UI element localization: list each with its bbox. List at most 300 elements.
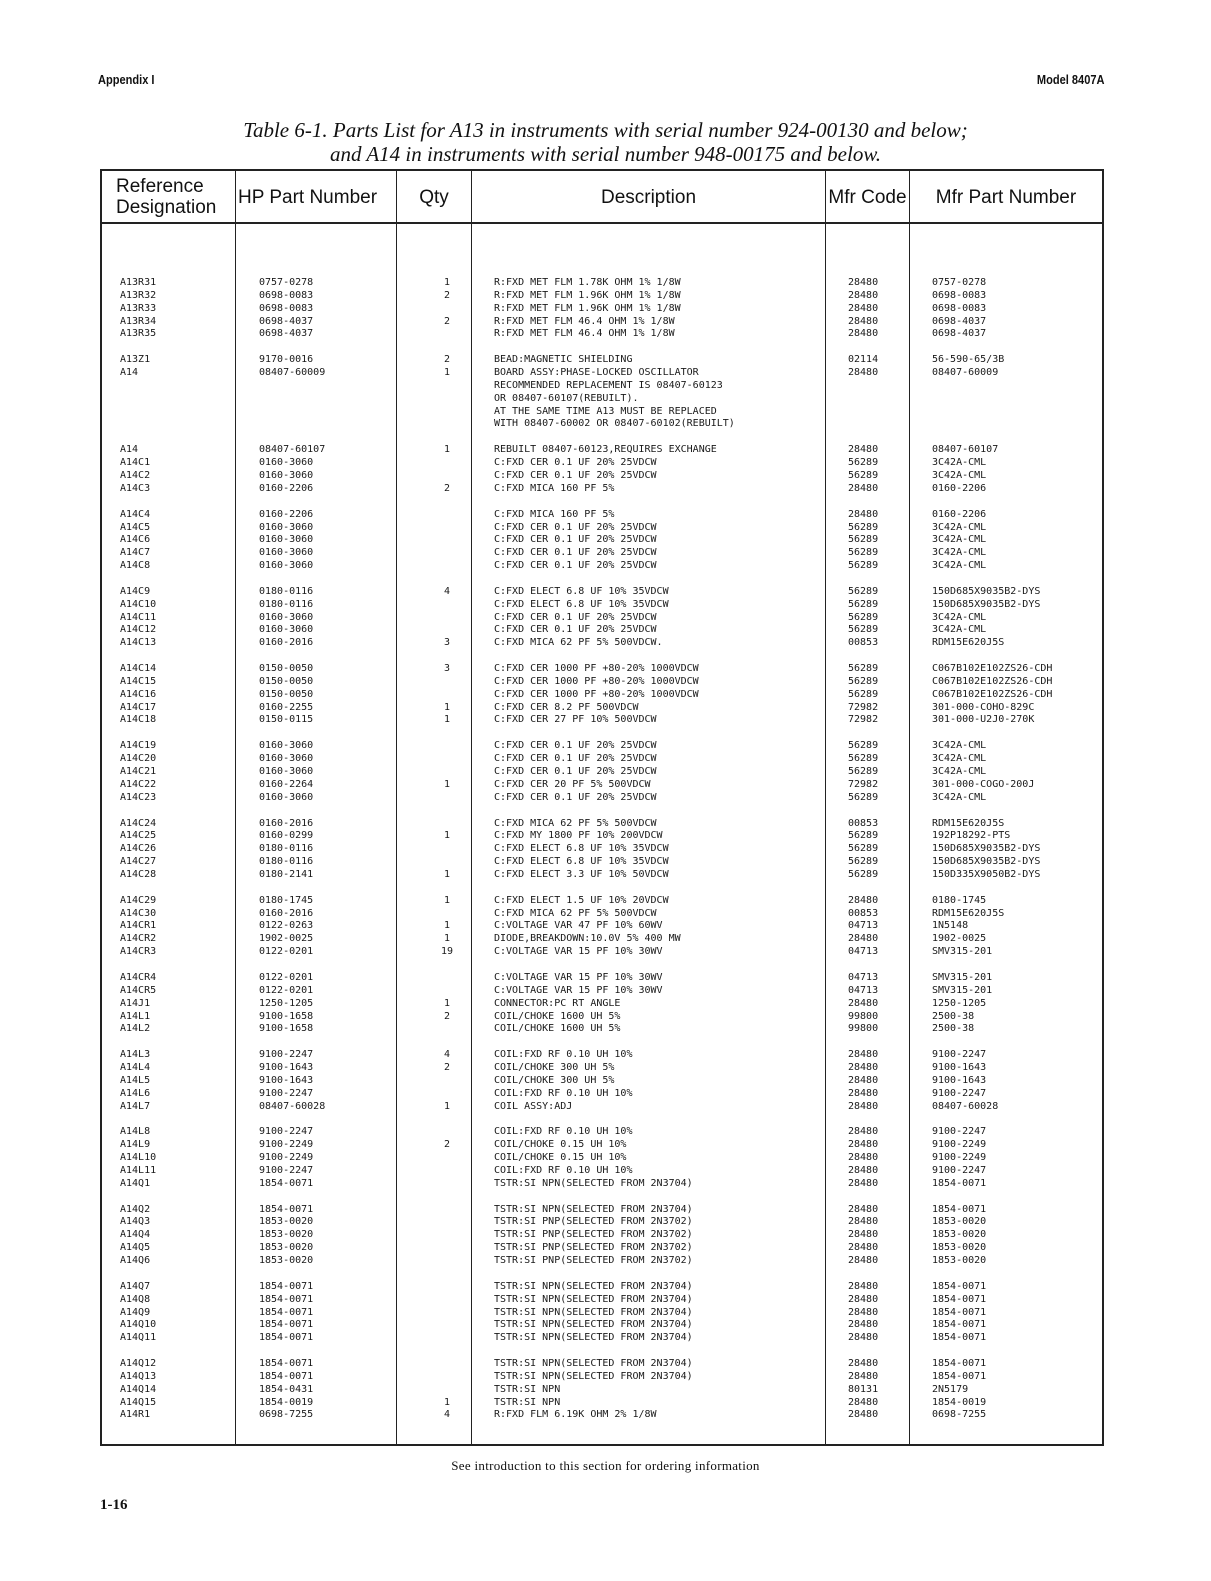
- table-row: [102, 908, 1102, 921]
- cell-description: DIODE,BREAKDOWN:10.0V 5% 400 MW: [494, 933, 681, 945]
- cell-mfr-part-number: 301-000-COGO-200J: [932, 778, 1035, 790]
- cell-hp-part-number: 0698-4037: [259, 328, 314, 340]
- cell-quantity: 2: [443, 315, 451, 327]
- table-row: [102, 1088, 1102, 1101]
- cell-mfr-part-number: SMV315-201: [932, 946, 993, 958]
- cell-quantity: 2: [443, 1010, 451, 1022]
- cell-mfr-code: 80131: [848, 1383, 879, 1395]
- cell-description: OR 08407-60107(REBUILT).: [494, 392, 639, 404]
- table-row: [102, 895, 1102, 908]
- cell-reference-designation: A13R33: [120, 302, 157, 314]
- cell-mfr-code: 28480: [848, 1152, 879, 1164]
- cell-mfr-code: 56289: [848, 868, 879, 880]
- cell-description: C:VOLTAGE VAR 15 PF 10% 30WV: [494, 984, 663, 996]
- cell-mfr-code: 72982: [848, 778, 879, 790]
- ordering-note: See introduction to this section for ordering information: [451, 1458, 760, 1473]
- cell-hp-part-number: 0698-7255: [259, 1409, 314, 1421]
- cell-mfr-code: 99800: [848, 1010, 879, 1022]
- header-mfr-code: Mfr Code: [828, 186, 907, 208]
- cell-mfr-code: 72982: [848, 701, 879, 713]
- cell-mfr-part-number: 9100-2247: [932, 1049, 987, 1061]
- cell-description: C:FXD ELECT 1.5 UF 10% 20VDCW: [494, 894, 669, 906]
- cell-reference-designation: A14Q15: [120, 1396, 157, 1408]
- cell-quantity: 2: [443, 482, 451, 494]
- cell-hp-part-number: 0698-0083: [259, 289, 314, 301]
- table-row: [102, 663, 1102, 676]
- cell-hp-part-number: 1853-0020: [259, 1255, 314, 1266]
- table-row: [102, 818, 1102, 831]
- cell-reference-designation: A13R34: [120, 315, 157, 327]
- cell-hp-part-number: 0160-3060: [259, 534, 314, 546]
- table-row: [102, 1371, 1102, 1384]
- cell-mfr-part-number: C067B102E102ZS26-CDH: [932, 675, 1053, 687]
- cell-hp-part-number: 1902-0025: [259, 933, 314, 945]
- cell-description: TSTR:SI NPN(SELECTED FROM 2N3704): [494, 1319, 693, 1331]
- cell-quantity: 4: [443, 1409, 451, 1421]
- table-row: [102, 1281, 1102, 1294]
- cell-mfr-code: 28480: [848, 1255, 879, 1266]
- cell-description: R:FXD MET FLM 1.96K OHM 1% 1/8W: [494, 302, 681, 314]
- cell-description: R:FXD MET FLM 46.4 OHM 1% 1/8W: [494, 328, 675, 340]
- parts-rows: [102, 277, 1102, 1435]
- table-row: [102, 277, 1102, 290]
- cell-description: C:FXD ELECT 3.3 UF 10% 50VDCW: [494, 868, 669, 880]
- cell-mfr-code: 56289: [848, 830, 879, 842]
- table-row: [102, 367, 1102, 380]
- cell-mfr-part-number: 1N5148: [932, 920, 969, 932]
- cell-hp-part-number: 1853-0020: [259, 1216, 314, 1228]
- cell-mfr-part-number: 9100-1643: [932, 1074, 987, 1086]
- cell-reference-designation: A14Q11: [120, 1332, 157, 1344]
- cell-mfr-part-number: 0698-4037: [932, 315, 987, 327]
- cell-mfr-code: 04713: [848, 946, 879, 958]
- table-row: [102, 354, 1102, 367]
- table-row: [102, 328, 1102, 341]
- cell-description: WITH 08407-60002 OR 08407-60102(REBUILT): [494, 418, 735, 430]
- cell-mfr-code: 28480: [848, 508, 879, 520]
- cell-hp-part-number: 0150-0050: [259, 663, 314, 675]
- cell-mfr-code: 56289: [848, 740, 879, 752]
- cell-mfr-code: 28480: [848, 1062, 879, 1074]
- cell-mfr-part-number: 1854-0071: [932, 1177, 987, 1189]
- cell-reference-designation: A13R31: [120, 277, 157, 288]
- cell-reference-designation: A14: [120, 444, 139, 456]
- parts-group: [102, 818, 1102, 882]
- cell-mfr-part-number: 301-000-COHO-829C: [932, 701, 1035, 713]
- parts-group: [102, 1204, 1102, 1268]
- cell-description: C:FXD MICA 62 PF 5% 500VDCW: [494, 817, 657, 829]
- cell-mfr-code: 28480: [848, 1049, 879, 1061]
- cell-mfr-part-number: 9100-2247: [932, 1126, 987, 1138]
- cell-mfr-code: 28480: [848, 482, 879, 494]
- cell-description: C:FXD MICA 62 PF 5% 500VDCW: [494, 907, 657, 919]
- cell-hp-part-number: 0160-3060: [259, 457, 314, 469]
- cell-hp-part-number: 0160-2016: [259, 907, 314, 919]
- cell-mfr-code: 28480: [848, 1177, 879, 1189]
- table-row: [102, 1139, 1102, 1152]
- cell-hp-part-number: 0160-3060: [259, 547, 314, 559]
- table-row: [102, 1062, 1102, 1075]
- table-row: [102, 1319, 1102, 1332]
- cell-reference-designation: A14Q13: [120, 1370, 157, 1382]
- cell-reference-designation: A14Q2: [120, 1203, 151, 1215]
- cell-quantity: 1: [443, 444, 451, 456]
- cell-mfr-part-number: 1854-0071: [932, 1358, 987, 1370]
- cell-hp-part-number: 9100-2247: [259, 1087, 314, 1099]
- cell-description: C:FXD CER 0.1 UF 20% 25VDCW: [494, 766, 657, 777]
- cell-mfr-code: 72982: [848, 714, 879, 726]
- cell-hp-part-number: 0160-3060: [259, 560, 314, 572]
- cell-description: R:FXD MET FLM 46.4 OHM 1% 1/8W: [494, 315, 675, 327]
- cell-hp-part-number: 1854-0071: [259, 1293, 314, 1305]
- table-row: [102, 1332, 1102, 1345]
- cell-reference-designation: A14C6: [120, 534, 151, 546]
- parts-group: [102, 1049, 1102, 1113]
- cell-description: C:FXD CER 1000 PF +80-20% 1000VDCW: [494, 675, 699, 687]
- cell-mfr-code: 56289: [848, 585, 879, 597]
- table-row: [102, 303, 1102, 316]
- cell-mfr-code: 28480: [848, 367, 879, 379]
- cell-quantity: 3: [443, 637, 451, 649]
- cell-description: R:FXD FLM 6.19K OHM 2% 1/8W: [494, 1409, 657, 1421]
- cell-description: C:FXD CER 27 PF 10% 500VDCW: [494, 714, 657, 726]
- cell-hp-part-number: 0180-1745: [259, 894, 314, 906]
- cell-description: TSTR:SI PNP(SELECTED FROM 2N3702): [494, 1242, 693, 1254]
- cell-mfr-code: 56289: [848, 469, 879, 481]
- cell-mfr-code: 28480: [848, 1164, 879, 1176]
- cell-reference-designation: A14C4: [120, 508, 151, 520]
- cell-hp-part-number: 1854-0071: [259, 1370, 314, 1382]
- cell-hp-part-number: 1854-0071: [259, 1358, 314, 1370]
- cell-mfr-code: 28480: [848, 289, 879, 301]
- cell-hp-part-number: 1854-0071: [259, 1332, 314, 1344]
- cell-mfr-code: 04713: [848, 920, 879, 932]
- cell-mfr-part-number: 1854-0071: [932, 1203, 987, 1215]
- cell-hp-part-number: 0757-0278: [259, 277, 314, 288]
- cell-mfr-part-number: 9100-1643: [932, 1062, 987, 1074]
- cell-reference-designation: A14C10: [120, 598, 157, 610]
- cell-reference-designation: A14CR1: [120, 920, 157, 932]
- cell-description: TSTR:SI PNP(SELECTED FROM 2N3702): [494, 1229, 693, 1241]
- cell-quantity: 1: [443, 920, 451, 932]
- cell-mfr-part-number: 1902-0025: [932, 933, 987, 945]
- cell-mfr-part-number: 9100-2247: [932, 1164, 987, 1176]
- table-row: [102, 1358, 1102, 1371]
- cell-description: COIL/CHOKE 1600 UH 5%: [494, 1023, 621, 1035]
- cell-quantity: 1: [443, 367, 451, 379]
- cell-hp-part-number: 0150-0115: [259, 714, 314, 726]
- cell-quantity: 1: [443, 933, 451, 945]
- table-row: [102, 1294, 1102, 1307]
- cell-mfr-code: 28480: [848, 1100, 879, 1112]
- cell-reference-designation: A13Z1: [120, 354, 151, 366]
- cell-reference-designation: A14CR3: [120, 946, 157, 958]
- cell-description: BEAD:MAGNETIC SHIELDING: [494, 354, 633, 366]
- cell-mfr-code: 28480: [848, 1087, 879, 1099]
- cell-reference-designation: A14C30: [120, 907, 157, 919]
- cell-description: C:FXD CER 0.1 UF 20% 25VDCW: [494, 469, 657, 481]
- cell-description: C:FXD MY 1800 PF 10% 200VDCW: [494, 830, 663, 842]
- cell-mfr-part-number: 1854-0071: [932, 1293, 987, 1305]
- cell-mfr-code: 28480: [848, 933, 879, 945]
- cell-mfr-part-number: RDM15E620J5S: [932, 637, 1005, 649]
- cell-reference-designation: A14Q6: [120, 1255, 151, 1266]
- parts-group: [102, 354, 1102, 431]
- cell-description: TSTR:SI NPN(SELECTED FROM 2N3704): [494, 1203, 693, 1215]
- cell-mfr-code: 28480: [848, 1409, 879, 1421]
- cell-quantity: 2: [443, 354, 451, 366]
- cell-hp-part-number: 0160-3060: [259, 624, 314, 636]
- cell-description: COIL/CHOKE 0.15 UH 10%: [494, 1139, 627, 1151]
- cell-hp-part-number: 9100-1643: [259, 1074, 314, 1086]
- cell-mfr-part-number: 0180-1745: [932, 894, 987, 906]
- parts-group: [102, 444, 1102, 495]
- parts-group: [102, 972, 1102, 1036]
- cell-description: C:FXD MICA 160 PF 5%: [494, 508, 615, 520]
- cell-reference-designation: A14L5: [120, 1074, 151, 1086]
- cell-description: C:FXD CER 0.1 UF 20% 25VDCW: [494, 457, 657, 469]
- table-row: [102, 457, 1102, 470]
- cell-quantity: 19: [440, 946, 454, 958]
- cell-hp-part-number: 0160-3060: [259, 521, 314, 533]
- table-row: [102, 869, 1102, 882]
- table-row: [102, 1307, 1102, 1320]
- cell-mfr-part-number: 9100-2249: [932, 1152, 987, 1164]
- cell-mfr-part-number: 3C42A-CML: [932, 457, 987, 469]
- cell-hp-part-number: 08407-60009: [259, 367, 326, 379]
- cell-description: TSTR:SI NPN(SELECTED FROM 2N3704): [494, 1293, 693, 1305]
- cell-hp-part-number: 0160-3060: [259, 766, 314, 777]
- parts-group: [102, 740, 1102, 804]
- cell-reference-designation: A14L7: [120, 1100, 151, 1112]
- table-row: [102, 1165, 1102, 1178]
- table-row: [102, 418, 1102, 431]
- cell-description: C:FXD CER 0.1 UF 20% 25VDCW: [494, 534, 657, 546]
- cell-mfr-part-number: 9100-2247: [932, 1087, 987, 1099]
- cell-reference-designation: A14C23: [120, 791, 157, 803]
- table-row: [102, 1255, 1102, 1268]
- cell-reference-designation: A14C3: [120, 482, 151, 494]
- cell-description: TSTR:SI NPN(SELECTED FROM 2N3704): [494, 1370, 693, 1382]
- cell-hp-part-number: 1854-0071: [259, 1319, 314, 1331]
- cell-hp-part-number: 1854-0431: [259, 1383, 314, 1395]
- table-row: [102, 1049, 1102, 1062]
- table-row: [102, 1397, 1102, 1410]
- cell-reference-designation: A14Q3: [120, 1216, 151, 1228]
- cell-hp-part-number: 9100-2249: [259, 1139, 314, 1151]
- cell-mfr-code: 99800: [848, 1023, 879, 1035]
- cell-reference-designation: A14C5: [120, 521, 151, 533]
- cell-hp-part-number: 0122-0201: [259, 984, 314, 996]
- cell-mfr-part-number: 0757-0278: [932, 277, 987, 288]
- cell-description: C:FXD ELECT 6.8 UF 10% 35VDCW: [494, 856, 669, 868]
- cell-mfr-part-number: 1853-0020: [932, 1242, 987, 1254]
- cell-hp-part-number: 1250-1205: [259, 997, 314, 1009]
- table-row: [102, 779, 1102, 792]
- cell-reference-designation: A14C25: [120, 830, 157, 842]
- cell-mfr-code: 56289: [848, 547, 879, 559]
- cell-quantity: 1: [443, 714, 451, 726]
- table-row: [102, 509, 1102, 522]
- cell-reference-designation: A14Q8: [120, 1293, 151, 1305]
- parts-group: [102, 277, 1102, 341]
- cell-hp-part-number: 08407-60028: [259, 1100, 326, 1112]
- cell-hp-part-number: 0160-2206: [259, 482, 314, 494]
- cell-hp-part-number: 0180-0116: [259, 598, 314, 610]
- cell-mfr-code: 04713: [848, 984, 879, 996]
- cell-reference-designation: A14C19: [120, 740, 157, 752]
- cell-mfr-code: 00853: [848, 907, 879, 919]
- cell-reference-designation: A14C14: [120, 663, 157, 675]
- cell-reference-designation: A14Q1: [120, 1177, 151, 1189]
- cell-hp-part-number: 0160-2264: [259, 778, 314, 790]
- cell-mfr-code: 56289: [848, 534, 879, 546]
- table-row: [102, 599, 1102, 612]
- cell-mfr-part-number: 1853-0020: [932, 1229, 987, 1241]
- cell-mfr-code: 56289: [848, 675, 879, 687]
- parts-table: [100, 169, 1104, 1446]
- header-description: Description: [600, 186, 697, 208]
- table-row: [102, 1229, 1102, 1242]
- cell-mfr-code: 28480: [848, 1126, 879, 1138]
- cell-hp-part-number: 0122-0201: [259, 971, 314, 983]
- table-row: [102, 1075, 1102, 1088]
- cell-description: TSTR:SI NPN(SELECTED FROM 2N3704): [494, 1332, 693, 1344]
- cell-mfr-code: 28480: [848, 1293, 879, 1305]
- cell-quantity: 1: [443, 868, 451, 880]
- header-hp-part-number: HP Part Number: [238, 186, 378, 208]
- cell-reference-designation: A14Q4: [120, 1229, 151, 1241]
- table-row: [102, 534, 1102, 547]
- cell-reference-designation: A14Q9: [120, 1306, 151, 1318]
- cell-mfr-code: 00853: [848, 637, 879, 649]
- cell-quantity: 1: [443, 894, 451, 906]
- cell-description: COIL ASSY:ADJ: [494, 1100, 573, 1112]
- cell-description: C:FXD CER 0.1 UF 20% 25VDCW: [494, 521, 657, 533]
- cell-mfr-part-number: 1854-0071: [932, 1319, 987, 1331]
- cell-reference-designation: A14C22: [120, 778, 157, 790]
- table-row: [102, 547, 1102, 560]
- table-row: [102, 624, 1102, 637]
- cell-reference-designation: A14C11: [120, 611, 157, 623]
- table-row: [102, 920, 1102, 933]
- cell-mfr-part-number: 0698-0083: [932, 302, 987, 314]
- table-row: [102, 1409, 1102, 1422]
- cell-mfr-part-number: 3C42A-CML: [932, 611, 987, 623]
- table-row: [102, 316, 1102, 329]
- table-row: [102, 946, 1102, 959]
- table-row: [102, 1242, 1102, 1255]
- cell-description: COIL/CHOKE 300 UH 5%: [494, 1062, 615, 1074]
- cell-hp-part-number: 0160-2206: [259, 508, 314, 520]
- cell-mfr-code: 28480: [848, 1396, 879, 1408]
- cell-reference-designation: A14CR2: [120, 933, 157, 945]
- cell-mfr-code: 28480: [848, 315, 879, 327]
- cell-description: RECOMMENDED REPLACEMENT IS 08407-60123: [494, 379, 723, 391]
- cell-mfr-code: 28480: [848, 1074, 879, 1086]
- cell-hp-part-number: 1854-0071: [259, 1203, 314, 1215]
- cell-hp-part-number: 9100-1658: [259, 1010, 314, 1022]
- cell-mfr-code: 28480: [848, 1216, 879, 1228]
- cell-hp-part-number: 0160-3060: [259, 753, 314, 765]
- cell-mfr-part-number: 1853-0020: [932, 1216, 987, 1228]
- table-row: [102, 753, 1102, 766]
- cell-mfr-code: 28480: [848, 444, 879, 456]
- cell-description: COIL:FXD RF 0.10 UH 10%: [494, 1164, 633, 1176]
- cell-description: C:FXD ELECT 6.8 UF 10% 35VDCW: [494, 598, 669, 610]
- cell-hp-part-number: 9100-2249: [259, 1152, 314, 1164]
- cell-mfr-code: 28480: [848, 1139, 879, 1151]
- cell-reference-designation: A14L8: [120, 1126, 151, 1138]
- cell-reference-designation: A14C20: [120, 753, 157, 765]
- cell-quantity: 2: [443, 1062, 451, 1074]
- cell-description: TSTR:SI NPN(SELECTED FROM 2N3704): [494, 1177, 693, 1189]
- cell-reference-designation: A14C13: [120, 637, 157, 649]
- cell-mfr-part-number: 08407-60009: [932, 367, 999, 379]
- cell-mfr-part-number: 3C42A-CML: [932, 547, 987, 559]
- cell-quantity: 2: [443, 1139, 451, 1151]
- cell-mfr-part-number: 08407-60107: [932, 444, 999, 456]
- cell-reference-designation: A14R1: [120, 1409, 151, 1421]
- caption-line-1: Table 6-1. Parts List for A13 in instruments with serial number 924-00130 and below;: [243, 118, 968, 142]
- table-row: [102, 972, 1102, 985]
- cell-hp-part-number: 1854-0019: [259, 1396, 314, 1408]
- cell-mfr-part-number: 2500-38: [932, 1010, 975, 1022]
- cell-mfr-part-number: 0698-0083: [932, 289, 987, 301]
- table-row: [102, 483, 1102, 496]
- cell-hp-part-number: 0160-3060: [259, 740, 314, 752]
- table-row: [102, 1216, 1102, 1229]
- parts-group: [102, 586, 1102, 650]
- cell-mfr-code: 28480: [848, 1280, 879, 1292]
- cell-description: R:FXD MET FLM 1.78K OHM 1% 1/8W: [494, 277, 681, 288]
- cell-mfr-part-number: 301-000-U2J0-270K: [932, 714, 1035, 726]
- table-row: [102, 1126, 1102, 1139]
- cell-mfr-part-number: 150D335X9050B2-DYS: [932, 868, 1041, 880]
- cell-description: COIL/CHOKE 1600 UH 5%: [494, 1010, 621, 1022]
- cell-mfr-code: 28480: [848, 302, 879, 314]
- cell-mfr-code: 28480: [848, 894, 879, 906]
- cell-mfr-part-number: 9100-2249: [932, 1139, 987, 1151]
- table-row: [102, 985, 1102, 998]
- cell-hp-part-number: 1854-0071: [259, 1280, 314, 1292]
- cell-description: C:FXD CER 0.1 UF 20% 25VDCW: [494, 611, 657, 623]
- header-mfr-part-number: Mfr Part Number: [935, 186, 1077, 208]
- cell-reference-designation: A14C12: [120, 624, 157, 636]
- cell-reference-designation: A14C16: [120, 688, 157, 700]
- cell-mfr-part-number: 3C42A-CML: [932, 534, 987, 546]
- cell-hp-part-number: 9100-1658: [259, 1023, 314, 1035]
- cell-mfr-part-number: 3C42A-CML: [932, 521, 987, 533]
- table-row: [102, 1384, 1102, 1397]
- cell-hp-part-number: 0180-0116: [259, 856, 314, 868]
- cell-description: C:FXD CER 0.1 UF 20% 25VDCW: [494, 791, 657, 803]
- table-row: [102, 1011, 1102, 1024]
- cell-hp-part-number: 1853-0020: [259, 1229, 314, 1241]
- cell-description: R:FXD MET FLM 1.96K OHM 1% 1/8W: [494, 289, 681, 301]
- cell-reference-designation: A14Q5: [120, 1242, 151, 1254]
- cell-reference-designation: A14C24: [120, 817, 157, 829]
- cell-mfr-code: 04713: [848, 971, 879, 983]
- cell-mfr-code: 56289: [848, 611, 879, 623]
- table-row: [102, 830, 1102, 843]
- cell-quantity: 3: [443, 663, 451, 675]
- cell-mfr-code: 28480: [848, 277, 879, 288]
- table-row: [102, 676, 1102, 689]
- cell-mfr-part-number: 0160-2206: [932, 508, 987, 520]
- cell-description: COIL:FXD RF 0.10 UH 10%: [494, 1126, 633, 1138]
- cell-mfr-code: 28480: [848, 1306, 879, 1318]
